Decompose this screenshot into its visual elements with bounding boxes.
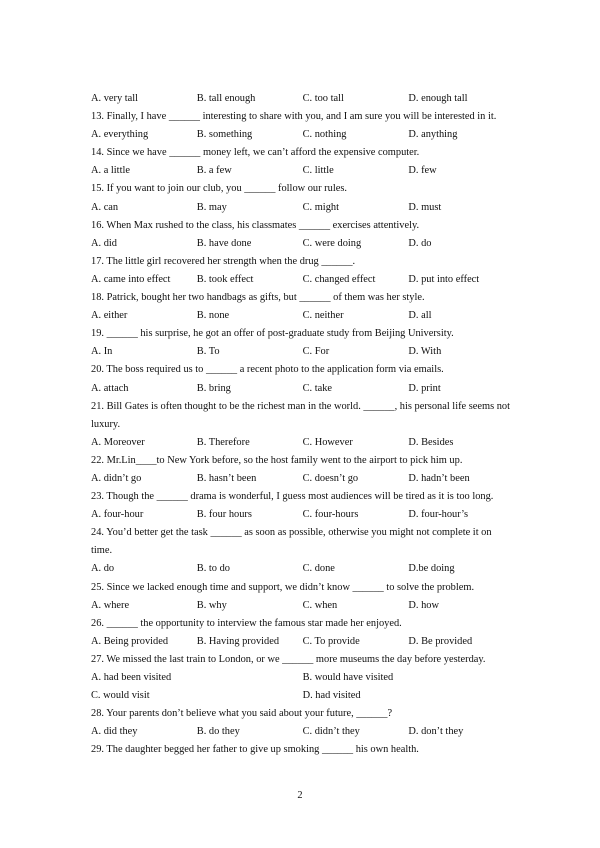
option: A. did they [91,726,138,738]
option: C. didn’t they [302,726,360,738]
option: A. do [91,563,115,575]
option: C. changed effect [302,273,376,285]
option: A. did [91,237,117,249]
option: D. few [408,165,437,177]
option: B. something [196,129,253,141]
question-list [91,90,511,759]
option: B. Therefore [196,436,250,448]
option: B. bring [196,382,231,394]
option: D. do [408,237,432,249]
option: B. have done [196,237,252,249]
option: B. why [196,599,227,611]
option: A. In [91,346,113,358]
option: D. anything [408,129,458,141]
page-number: 2 [297,790,303,801]
option: C. might [302,201,339,213]
question-text: 13. Finally, I have ______ interesting to share with you, and I am sure you will be interested in it. [91,111,497,123]
option: D. put into effect [408,273,480,285]
question-text: 25. Since we lacked enough time and support, we didn’t know ______ to solve the problem. [91,581,475,593]
option: A. a little [91,165,130,177]
option: C. To provide [302,635,360,647]
question-text: 22. Mr.Lin____to New York before, so the host family went to the airport to pick him up. [91,454,463,466]
option: D. enough tall [408,93,468,104]
option: A. came into effect [91,273,171,285]
option: B. hasn’t been [196,472,257,484]
option: C. when [302,599,338,611]
option: C. would visit [91,690,150,702]
option: B. took effect [196,273,254,285]
option: D. Besides [408,436,454,448]
option: B. tall enough [196,93,256,104]
question-text: 20. The boss required us to ______ a recent photo to the application form via emails. [91,364,444,376]
question-text: 16. When Max rushed to the class, his classmates ______ exercises attentively. [91,219,420,231]
option: C. too tall [302,93,344,104]
option-row [91,723,511,741]
option: A. everything [91,129,149,141]
option: C. doesn’t go [302,472,359,484]
option-row [91,434,511,452]
option-row [91,380,511,398]
option: C. neither [302,310,344,322]
option-row [91,687,511,705]
option: A. attach [91,382,129,394]
question-text: 29. The daughter begged her father to give up smoking ______ his own health. [91,744,419,756]
option-row [91,235,511,253]
option: B. To [196,346,220,358]
option: D. With [408,346,442,358]
option: D. how [408,599,439,611]
option: A. had been visited [91,672,172,683]
option: B. Having provided [196,635,280,647]
option: C. However [302,436,353,448]
option: B. four hours [196,509,252,521]
option: B. a few [196,165,232,177]
option-row [91,633,511,651]
option: A. four-hour [91,509,144,521]
option-row [91,271,511,289]
option-row [91,560,511,578]
option: A. can [91,201,119,213]
option-row [91,597,511,615]
option: A. where [91,599,130,611]
option-row [91,669,511,687]
question-text: 19. ______ his surprise, he got an offer of post-graduate study from Beijing University. [91,328,454,340]
option-row [91,199,511,217]
question-text: 23. Though the ______ drama is wonderful, I guess most audiences will be tired as it is too long. [91,491,494,503]
question-text: 26. ______ the opportunity to interview the famous star made her enjoyed. [91,617,402,629]
option: B. to do [196,563,230,575]
option: C. take [302,382,333,394]
option: D. four-hour’s [408,509,469,521]
option: C. four-hours [302,509,359,521]
option: A. Moreover [91,436,145,448]
option: B. do they [196,726,240,738]
option-row [91,162,511,180]
option: A. either [91,310,128,322]
option: C. little [302,165,334,177]
option: B. none [196,310,230,322]
option: A. very tall [91,93,139,104]
option-row [91,343,511,361]
option: D. had visited [302,690,361,702]
option: C. nothing [302,129,347,141]
option: D. hadn’t been [408,472,470,484]
option: D. Be provided [408,635,473,647]
question-text: 27. We missed the last train to London, or we ______ more museums the day before yesterday. [91,653,486,665]
option: C. were doing [302,237,362,249]
option: D.be doing [408,563,455,575]
option: D. print [408,382,441,394]
option: D. all [408,310,432,322]
option: C. For [302,346,330,358]
question-text: 28. Your parents don’t believe what you said about your future, ______? [91,708,393,720]
option-row [91,470,511,488]
option-row [91,126,511,144]
question-text: 18. Patrick, bought her two handbags as gifts, but ______ of them was her style. [91,292,425,304]
question-text: 14. Since we have ______ money left, we can’t afford the expensive computer. [91,147,420,159]
option: C. done [302,563,335,575]
option-row [91,90,511,108]
option-row [91,506,511,524]
option: D. must [408,201,442,213]
question-text: 24. You’d better get the task ______ as soon as possible, otherwise you might not complete it on time. [91,527,492,557]
question-text: 21. Bill Gates is often thought to be the richest man in the world. ______, his personal life seems not luxury. [91,400,511,430]
option: B. may [196,201,227,213]
option: A. Being provided [91,635,169,647]
option: B. would have visited [302,672,394,683]
option-row [91,307,511,325]
question-text: 17. The little girl recovered her strength when the drug ______. [91,255,356,267]
option: D. don’t they [408,726,464,738]
option: A. didn’t go [91,472,142,484]
question-text: 15. If you want to join our club, you ______ follow our rules. [91,183,347,195]
